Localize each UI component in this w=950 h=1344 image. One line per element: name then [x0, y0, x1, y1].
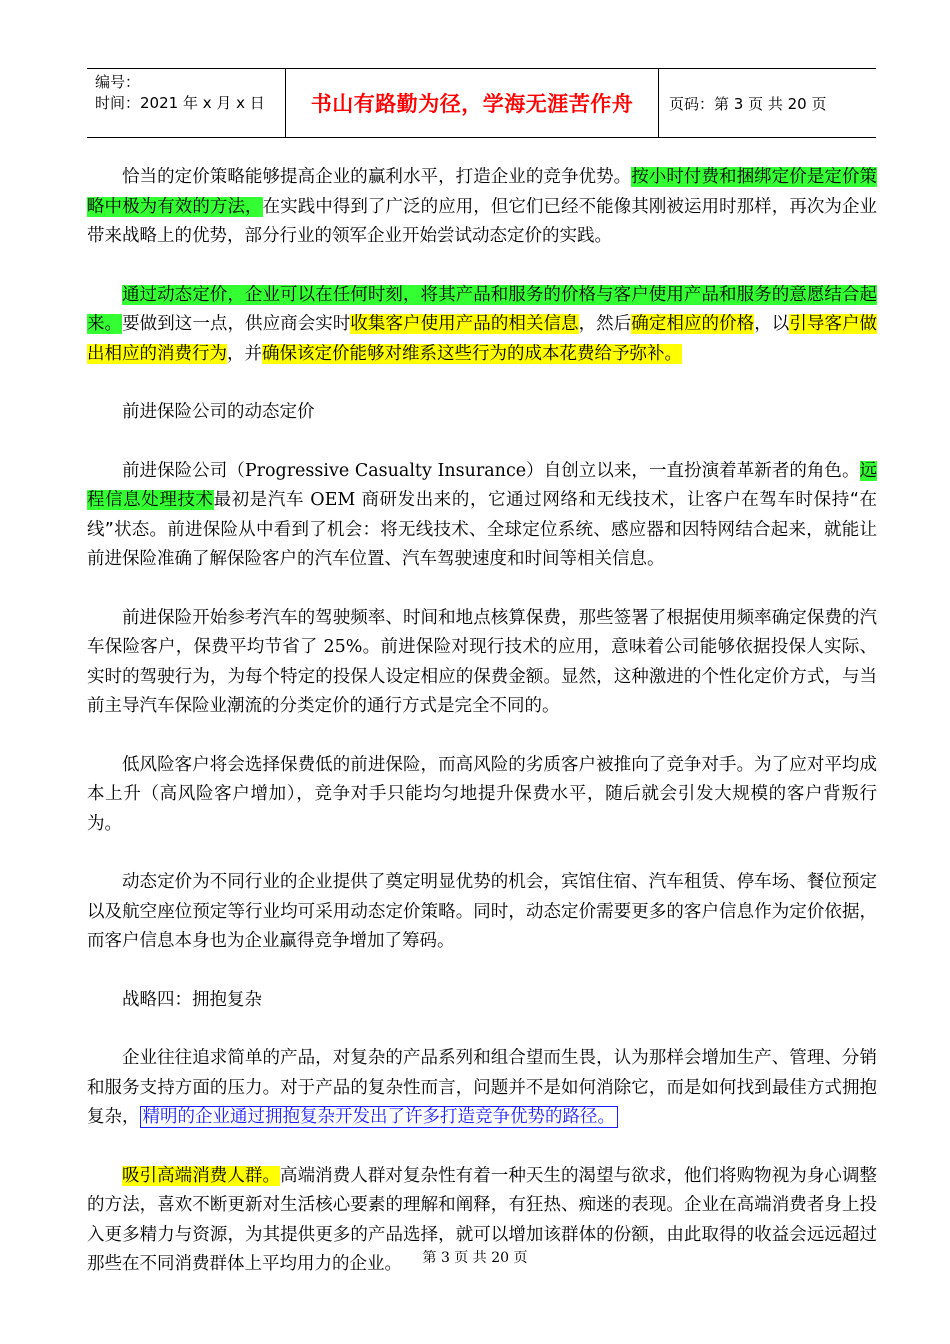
highlight-yellow: 确保该定价能够对维系这些行为的成本花费给予弥补 [262, 343, 665, 364]
highlight-yellow: 。 [664, 343, 682, 364]
highlight-yellow: 收集客户使用产品的相关信息 [350, 314, 579, 334]
highlight-yellow: 引导客户做出相应的消费行为 [87, 314, 878, 364]
text-run: 高端消费人群对复杂性有着一种天生的渴望与欲求，他们将购物视为身心调整的方法，喜欢不断更新对生活核心要素的理解和阐释，有狂热、痴迷的表现。企业在高端消费者身上投入更多精力与资源，为其提供更多的产品选择，就可以增加该群体的份额，由此取得的收益会远远超过那些在不同消费群体上平均用力的企业。 [87, 1165, 878, 1274]
text-run: 在实践中得到了广泛的应用，但它们已经不能像其刚被运用时那样，再次为企业带来战略上的优势，部分行业的领军企业开始尝试动态定价的实践。 [87, 196, 878, 246]
header-meta [87, 69, 286, 137]
text-run: 。前进保险对现行技术的应用，意味着公司能够依据投保人实际、实时的驾驶行为，为每个特定的投保人设定相应的保费金额。显然，这种激进的个性化定价方式，与当前主导汽车保险业潮流的分类定价的通行方式是完全不同的。 [87, 637, 877, 716]
paragraph-4 [87, 457, 877, 575]
text-run: 恰当的定价策略能够提高企业的赢利水平，打造企业的竞争优势。 [122, 167, 632, 187]
text-run: 要做到这一点，供应商会实时 [122, 314, 351, 334]
text-run: ，并 [227, 343, 262, 364]
paragraph-7: 动态定价为不同行业的企业提供了奠定明显优势的机会，宾馆住宿、汽车租赁、停车场、餐位预定以及航空座位预定等行业均可采用动态定价策略。同时，动态定价需要更多的客户信息作为定价依据，而客户信息本身也为企业赢得竞争增加了筹码。 [87, 872, 877, 951]
text-run: ）自创立以来，一直扮演着革新者的角色。 [526, 460, 860, 481]
percent-value: 25% [323, 637, 363, 657]
highlight-green: 远程信息处理技术 [87, 460, 878, 510]
text-run: ，以 [754, 314, 790, 334]
text-run: 前进保险公司（ [122, 460, 245, 481]
header-page-info: 页码：第 3 页 共 20 页 [669, 94, 827, 113]
paragraph-5 [87, 604, 877, 722]
paragraph-1 [87, 163, 877, 252]
text-run: 企业往往追求简单的产品，对复杂的产品系列和组合望而生畏，认为那样会增加生产、管理、分销和服务支持方面的压力。对于产品的复杂性而言，问题并不是如何消除它，而是如何找到最佳方式拥抱复杂， [87, 1048, 877, 1127]
document-body [87, 163, 877, 1280]
paragraph-6: 低风险客户将会选择保费低的前进保险，而高风险的劣质客户被推向了竞争对手。为了应对平均成本上升（高风险客户增加），竞争对手只能均匀地提升保费水平，随后就会引发大规模的客户背叛行为。 [87, 754, 877, 834]
paragraph-9 [87, 1044, 877, 1133]
section-heading-progressive: 前进保险公司的动态定价 [122, 402, 315, 422]
highlight-yellow: 确定相应的价格 [631, 314, 755, 334]
company-name-en: Progressive Casualty Insurance [244, 460, 527, 481]
text-run: 前进保险开始参考汽车的驾驶频率、时间和地点核算保费，那些签署了根据使用频率确定保费的汽车保险客户，保费平均节省了 [87, 607, 877, 657]
highlight-green: 通过动态定价，企业可以在任何时刻，将其产品和服务的价格与客户使用产品和服务的意愿结合起来。 [87, 284, 877, 334]
highlight-green: 按小时付费和捆绑定价是定价策略中极为有效的方法， [87, 167, 878, 217]
text-run: 最初是汽车 [213, 490, 305, 510]
number-label: 编号： [95, 73, 141, 91]
paragraph-2 [87, 281, 877, 370]
page-footer: 第 3 页 共 20 页 [422, 1250, 528, 1266]
time-label: 时间：2021 年 x 月 x 日 [95, 94, 265, 112]
document-header [87, 68, 876, 138]
header-motto: 书山有路勤为径，学海无涯苦作舟 [286, 69, 659, 137]
highlight-yellow: 吸引高端消费人群。 [122, 1165, 281, 1186]
boxed-hyperlink-text[interactable]: 精明的企业通过拥抱复杂开发出了许多打造竞争优势的路径。 [140, 1106, 619, 1128]
section-heading-strategy-4: 战略四：拥抱复杂 [122, 989, 262, 1010]
text-run: 商研发出来的，它通过网络和无线技术，让客户在驾车时保持“在线”状态。前进保险从中看到了机会：将无线技术、全球定位系统、感应器和因特网结合起来，就能让前进保险准确了解保险客户的汽车位置、汽车驾驶速度和时间等相关信息。 [87, 490, 877, 569]
text-run: ，然后 [578, 314, 632, 334]
oem-term: OEM [310, 490, 356, 510]
